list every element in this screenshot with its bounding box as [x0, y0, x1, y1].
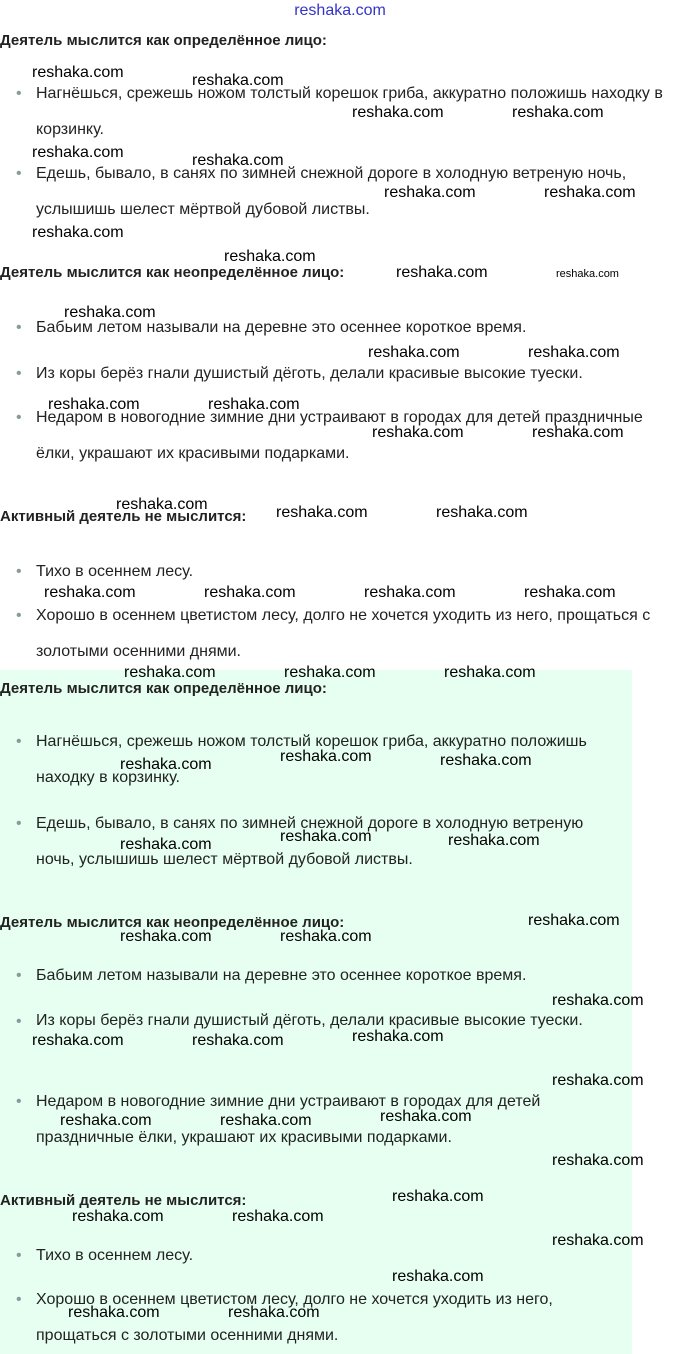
watermark: reshaka.com: [364, 584, 456, 601]
watermark: reshaka.com: [276, 504, 368, 521]
list-item: • Нагнёшься, срежешь ножом толстый корешок гриба, аккуратно положишь находку в корзинку.: [16, 724, 616, 796]
watermark: reshaka.com: [552, 1072, 644, 1089]
bullet-icon: •: [16, 967, 22, 984]
watermark: reshaka.com: [116, 496, 208, 513]
watermark: reshaka.com: [436, 504, 528, 521]
heading-definite: Деятель мыслится как определённое лицо:: [0, 32, 327, 49]
list-item: • Тихо в осеннем лесу.: [16, 1238, 616, 1274]
watermark: reshaka.com: [528, 344, 620, 361]
watermark: reshaka.com: [372, 424, 464, 441]
site-link[interactable]: reshaka.com: [294, 2, 386, 19]
watermark: reshaka.com: [556, 268, 619, 280]
watermark: reshaka.com: [220, 1112, 312, 1129]
watermark: reshaka.com: [204, 584, 296, 601]
watermark: reshaka.com: [528, 912, 620, 929]
watermark: reshaka.com: [120, 928, 212, 945]
bullet-icon: •: [16, 1247, 22, 1264]
watermark: reshaka.com: [120, 836, 212, 853]
watermark: reshaka.com: [380, 1108, 472, 1125]
watermark: reshaka.com: [192, 1032, 284, 1049]
bullet-icon: •: [16, 815, 22, 832]
heading-definite: Деятель мыслится как определённое лицо:: [0, 680, 327, 697]
bullet-icon: •: [16, 365, 22, 382]
list-item: • Тихо в осеннем лесу.: [16, 554, 666, 590]
watermark: reshaka.com: [192, 152, 284, 169]
list-item: • Едешь, бывало, в санях по зимней снежной дороге в холодную ветреную ночь, услышишь шелест мёртвой дубовой листвы.: [16, 156, 666, 228]
list-item: • Из коры берёз гнали душистый дёготь, делали красивые высокие туески.: [16, 1004, 616, 1030]
watermark: reshaka.com: [448, 832, 540, 849]
bullet-icon: •: [16, 733, 22, 750]
watermark: reshaka.com: [280, 748, 372, 765]
watermark: reshaka.com: [284, 664, 376, 681]
watermark: reshaka.com: [524, 584, 616, 601]
bullet-icon: •: [16, 563, 22, 580]
watermark: reshaka.com: [224, 248, 316, 265]
watermark: reshaka.com: [32, 64, 124, 81]
list-item: • Бабьим летом называли на деревне это осеннее короткое время.: [16, 310, 666, 346]
watermark: reshaka.com: [384, 184, 476, 201]
watermark: reshaka.com: [124, 664, 216, 681]
list-item: • Недаром в новогодние зимние дни устраивают в городах для детей праздничные ёлки, украшают их красивыми подарками.: [16, 1084, 616, 1156]
bullet-icon: •: [16, 1013, 22, 1030]
watermark: reshaka.com: [512, 104, 604, 121]
watermark: reshaka.com: [532, 424, 624, 441]
bullet-icon: •: [16, 409, 22, 426]
watermark: reshaka.com: [280, 828, 372, 845]
watermark: reshaka.com: [368, 344, 460, 361]
watermark: reshaka.com: [280, 928, 372, 945]
heading-indefinite: Деятель мыслится как неопределённое лицо:: [0, 264, 345, 281]
list-item: • Хорошо в осеннем цветистом лесу, долго не хочется уходить из него, прощаться с золотыми осенними днями.: [16, 1282, 616, 1354]
bullet-icon: •: [16, 1291, 22, 1308]
watermark: reshaka.com: [32, 224, 124, 241]
watermark: reshaka.com: [352, 1028, 444, 1045]
bullet-icon: •: [16, 85, 22, 102]
watermark: reshaka.com: [352, 104, 444, 121]
watermark: reshaka.com: [208, 396, 300, 413]
watermark: reshaka.com: [392, 1268, 484, 1285]
list-item: • Хорошо в осеннем цветистом лесу, долго не хочется уходить из него, прощаться с золотыми осенними днями.: [16, 598, 666, 670]
watermark: reshaka.com: [32, 144, 124, 161]
list-item: • Недаром в новогодние зимние дни устраивают в городах для детей праздничные ёлки, украшают их красивыми подарками.: [16, 400, 666, 472]
bullet-icon: •: [16, 1093, 22, 1110]
watermark: reshaka.com: [552, 992, 644, 1009]
heading-none: Активный деятель не мыслится:: [0, 508, 247, 525]
watermark: reshaka.com: [228, 1304, 320, 1321]
watermark: reshaka.com: [192, 72, 284, 89]
watermark: reshaka.com: [64, 304, 156, 321]
watermark: reshaka.com: [552, 1152, 644, 1169]
heading-indefinite: Деятель мыслится как неопределённое лицо:: [0, 914, 345, 931]
watermark: reshaka.com: [544, 184, 636, 201]
watermark: reshaka.com: [232, 1208, 324, 1225]
watermark: reshaka.com: [44, 584, 136, 601]
bullet-icon: •: [16, 319, 22, 336]
bullet-icon: •: [16, 607, 22, 624]
watermark: reshaka.com: [392, 1188, 484, 1205]
watermark: reshaka.com: [440, 752, 532, 769]
list-item: • Едешь, бывало, в санях по зимней снежной дороге в холодную ветреную ночь, услышишь шелест мёртвой дубовой листвы.: [16, 806, 616, 878]
watermark: reshaka.com: [552, 1232, 644, 1249]
watermark: reshaka.com: [396, 264, 488, 281]
watermark: reshaka.com: [32, 1032, 124, 1049]
list-item: • Из коры берёз гнали душистый дёготь, делали красивые высокие туески.: [16, 356, 666, 392]
heading-none: Активный деятель не мыслится:: [0, 1192, 247, 1209]
watermark: reshaka.com: [60, 1112, 152, 1129]
watermark: reshaka.com: [72, 1208, 164, 1225]
watermark: reshaka.com: [48, 396, 140, 413]
watermark: reshaka.com: [120, 756, 212, 773]
watermark: reshaka.com: [68, 1304, 160, 1321]
bullet-icon: •: [16, 165, 22, 182]
list-item: • Нагнёшься, срежешь ножом толстый корешок гриба, аккуратно положишь находку в корзинку.: [16, 76, 666, 148]
watermark: reshaka.com: [444, 664, 536, 681]
list-item: • Бабьим летом называли на деревне это осеннее короткое время.: [16, 958, 616, 994]
